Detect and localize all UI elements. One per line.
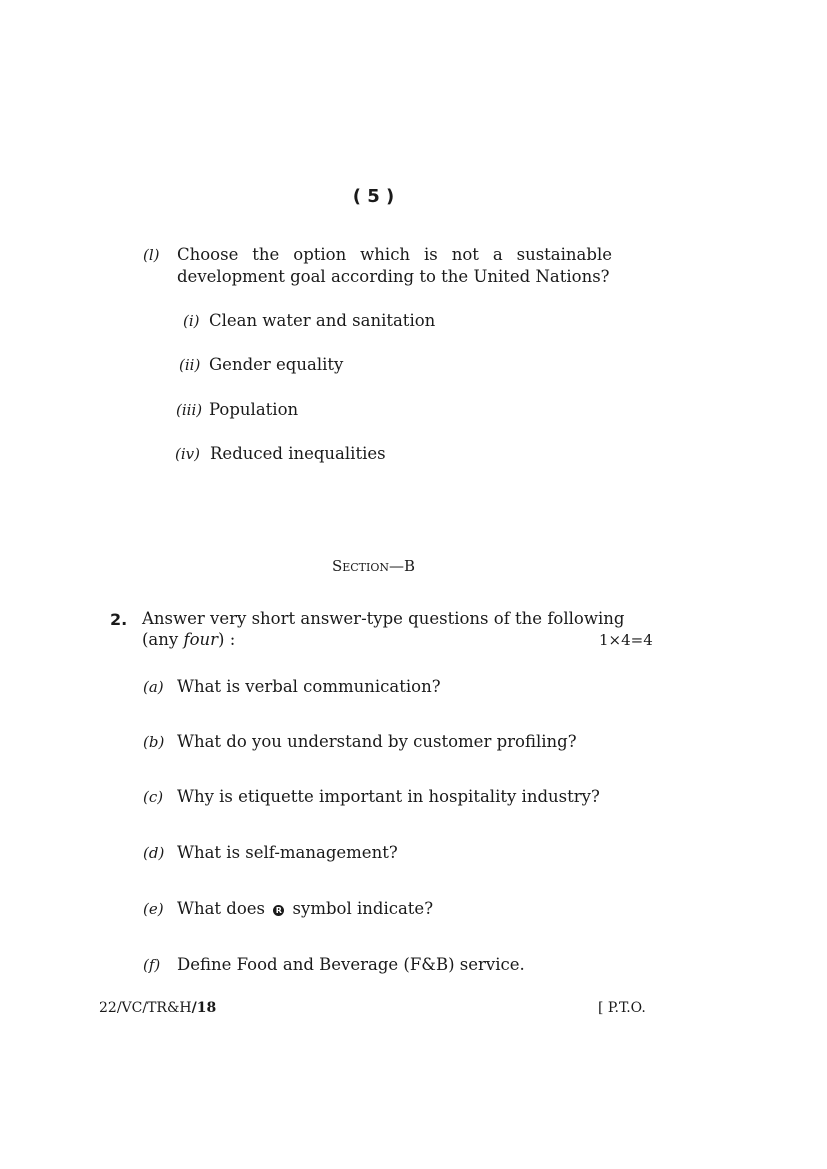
item-text-after: symbol indicate? [292, 899, 434, 918]
item-label: (f) [143, 956, 161, 974]
item-label: (c) [143, 788, 164, 806]
option-text: Gender equality [209, 355, 344, 374]
question-2-number: 2. [110, 610, 128, 629]
question-2-line-2 [142, 630, 235, 649]
item-text [177, 899, 433, 918]
option-label: (i) [183, 312, 200, 330]
item-label: (e) [143, 900, 164, 918]
item-text: What is verbal communication? [177, 677, 441, 696]
item-text: What is self-management? [177, 843, 398, 862]
item-text: Define Food and Beverage (F&B) service. [177, 955, 525, 974]
marks-allocation: 1×4=4 [599, 631, 653, 649]
option-label: (iv) [175, 445, 200, 463]
question-l-line-1: Choose the option which is not a sustainable [177, 245, 612, 264]
paper-code-prefix: 22/VC/TR&H [99, 1000, 192, 1016]
registered-symbol-icon: R [273, 905, 284, 916]
question-2-line-1: Answer very short answer-type questions of the following [142, 609, 625, 628]
paper-code-suffix: /18 [191, 1000, 217, 1016]
option-text: Reduced inequalities [210, 444, 386, 463]
item-label: (b) [143, 733, 165, 751]
item-label: (d) [143, 844, 165, 862]
paper-code [99, 1000, 216, 1016]
question-l-label: (l) [143, 246, 160, 264]
option-text: Clean water and sanitation [209, 311, 436, 330]
question-l-line-2: development goal according to the United Nations? [177, 267, 610, 286]
option-label: (ii) [179, 356, 201, 374]
question-2-line-2-emphasis: four [183, 630, 219, 649]
section-heading: Section—B [331, 557, 416, 575]
item-label: (a) [143, 678, 164, 696]
page-number: ( 5 ) [352, 186, 395, 207]
question-2-line-2-suffix: ) : [218, 630, 236, 649]
option-label: (iii) [176, 401, 203, 419]
option-text: Population [209, 400, 299, 419]
please-turn-over: [ P.T.O. [598, 1000, 646, 1016]
item-text-before: What does [177, 899, 266, 918]
item-text: What do you understand by customer profiling? [177, 732, 577, 751]
question-2-line-2-prefix: (any [142, 630, 184, 649]
item-text: Why is etiquette important in hospitality industry? [177, 787, 600, 806]
